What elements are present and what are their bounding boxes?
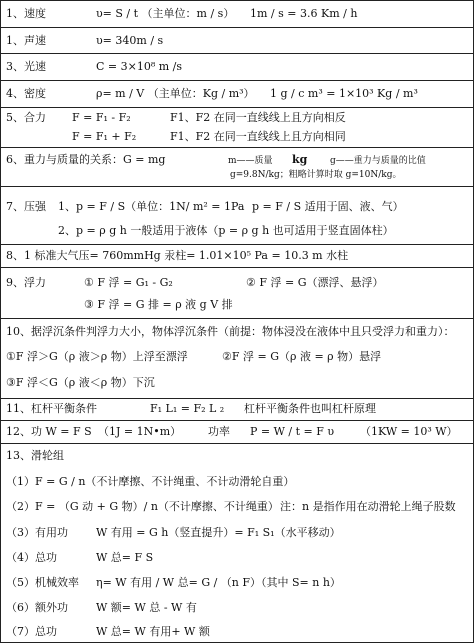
row13-title: 13、滑轮组 xyxy=(6,449,64,462)
row6-unit: kg xyxy=(292,153,308,166)
row-divider xyxy=(0,147,474,148)
row5-condition-b: F1、F2 在同一直线线上且方向相同 xyxy=(170,130,346,143)
row10-case-1: ①F 浮＞G（ρ 液＞ρ 物）上浮至漂浮 xyxy=(6,350,188,363)
row9-label: 9、浮力 xyxy=(6,276,46,289)
row-divider xyxy=(0,420,474,421)
row6-mass: m——质量 xyxy=(228,156,273,166)
row-divider xyxy=(0,267,474,268)
row13-item-4-formula: W 总= F S xyxy=(96,551,154,564)
row-divider xyxy=(0,244,474,245)
row11-formula: F₁ L₁ = F₂ L ₂ xyxy=(150,402,225,415)
row11-note: 杠杆平衡条件也叫杠杆原理 xyxy=(244,402,376,415)
row6-g-definition: g——重力与质量的比值 xyxy=(330,156,426,166)
row12-work-unit: （1J = 1N•m） xyxy=(98,425,182,438)
row7-formula-1: 1、p = F / S（单位：1N/ m² = 1Pa xyxy=(58,200,245,213)
row10-title: 10、据浮沉条件判浮力大小，物体浮沉条件（前提：物体浸没在液体中且只受浮力和重力）： xyxy=(6,325,455,338)
row13-item-2: （2）F = （G 动 + G 物）/ n（不计摩擦、不计绳重） xyxy=(6,500,279,513)
row-divider xyxy=(0,398,474,399)
row6-g-value: g=9.8N/kg；粗略计算时取 g=10N/kg。 xyxy=(230,170,402,180)
row13-item-3-label: （3）有用功 xyxy=(6,526,68,539)
row4-formula: ρ= m / V （主单位：Kg / m³） xyxy=(96,87,255,100)
row12-power-label: 功率 xyxy=(208,425,230,438)
row2-formula: υ= 340m / s xyxy=(96,34,164,47)
row-divider xyxy=(0,27,474,28)
row-divider xyxy=(0,186,474,187)
row1-label: 1、速度 xyxy=(6,7,46,20)
row13-item-1: （1）F = G / n（不计摩擦、不计绳重、不计动滑轮自重） xyxy=(6,475,295,488)
row9-buoyancy-2: ② F 浮 = G（漂浮、悬浮） xyxy=(246,276,384,289)
row10-case-3: ③F 浮＜G（ρ 液＜ρ 物）下沉 xyxy=(6,376,155,389)
row12-power-unit: （1KW = 10³ W） xyxy=(360,425,458,438)
row12-power-formula: P = W / t = F υ xyxy=(250,425,335,438)
row2-label: 1、声速 xyxy=(6,34,46,47)
row7-formula-2: 2、p = ρ g h 一般适用于液体（p = ρ g h 也可适用于竖直固体柱） xyxy=(58,224,394,237)
row7-label: 7、压强 xyxy=(6,200,46,213)
left-border xyxy=(0,0,1,643)
row8-atmosphere: 8、1 标准大气压= 760mmHg 汞柱= 1.01×10⁵ Pa = 10.3 m 水柱 xyxy=(6,249,349,262)
row13-item-3-formula: W 有用 = G h（竖直提升）= F₁ S₁（水平移动） xyxy=(96,526,341,539)
row-divider xyxy=(0,0,474,1)
row5-formula-a: F = F₁ - F₂ xyxy=(72,111,131,124)
row13-item-5-label: （5）机械效率 xyxy=(6,576,79,589)
row-divider xyxy=(0,318,474,319)
row5-label: 5、合力 xyxy=(6,111,46,124)
row-divider xyxy=(0,443,474,444)
row13-item-6-formula: W 额= W 总 - W 有 xyxy=(96,601,197,614)
row10-case-2: ②F 浮 = G（ρ 液 = ρ 物）悬浮 xyxy=(222,350,382,363)
row9-buoyancy-1: ① F 浮 = G₁ - G₂ xyxy=(84,276,173,289)
row13-item-5-formula: η= W 有用 / W 总= G / （n F）（其中 S= n h） xyxy=(96,576,341,589)
row12-work: 12、功 W = F S xyxy=(6,425,92,438)
row1-formula: υ= S / t （主单位：m / s） xyxy=(96,7,235,20)
row7-scope-1: p = F / S 适用于固、液、气） xyxy=(252,200,404,213)
row6-title: 6、重力与质量的关系：G = mg xyxy=(6,153,166,166)
row13-item-6-label: （6）额外功 xyxy=(6,601,68,614)
row11-label: 11、杠杆平衡条件 xyxy=(6,402,97,415)
row5-condition-a: F1、F2 在同一直线线上且方向相反 xyxy=(170,111,346,124)
row4-conversion: 1 g / c m³ = 1×10³ Kg / m³ xyxy=(270,87,418,100)
row13-note: 注：n 是指作用在动滑轮上绳子股数 xyxy=(280,500,456,513)
row-divider xyxy=(0,53,474,54)
row1-conversion: 1m / s = 3.6 Km / h xyxy=(250,7,358,20)
row13-item-7-label: （7）总功 xyxy=(6,625,57,638)
row3-formula: C = 3×10⁸ m /s xyxy=(96,60,183,73)
row5-formula-b: F = F₁ + F₂ xyxy=(72,130,137,143)
row-divider xyxy=(0,80,474,81)
row9-buoyancy-3: ③ F 浮 = G 排 = ρ 液 g V 排 xyxy=(84,298,233,311)
row13-item-7-formula: W 总= W 有用+ W 额 xyxy=(96,625,210,638)
row13-item-4-label: （4）总功 xyxy=(6,551,57,564)
row4-label: 4、密度 xyxy=(6,87,46,100)
row-divider xyxy=(0,107,474,108)
row3-label: 3、光速 xyxy=(6,60,46,73)
